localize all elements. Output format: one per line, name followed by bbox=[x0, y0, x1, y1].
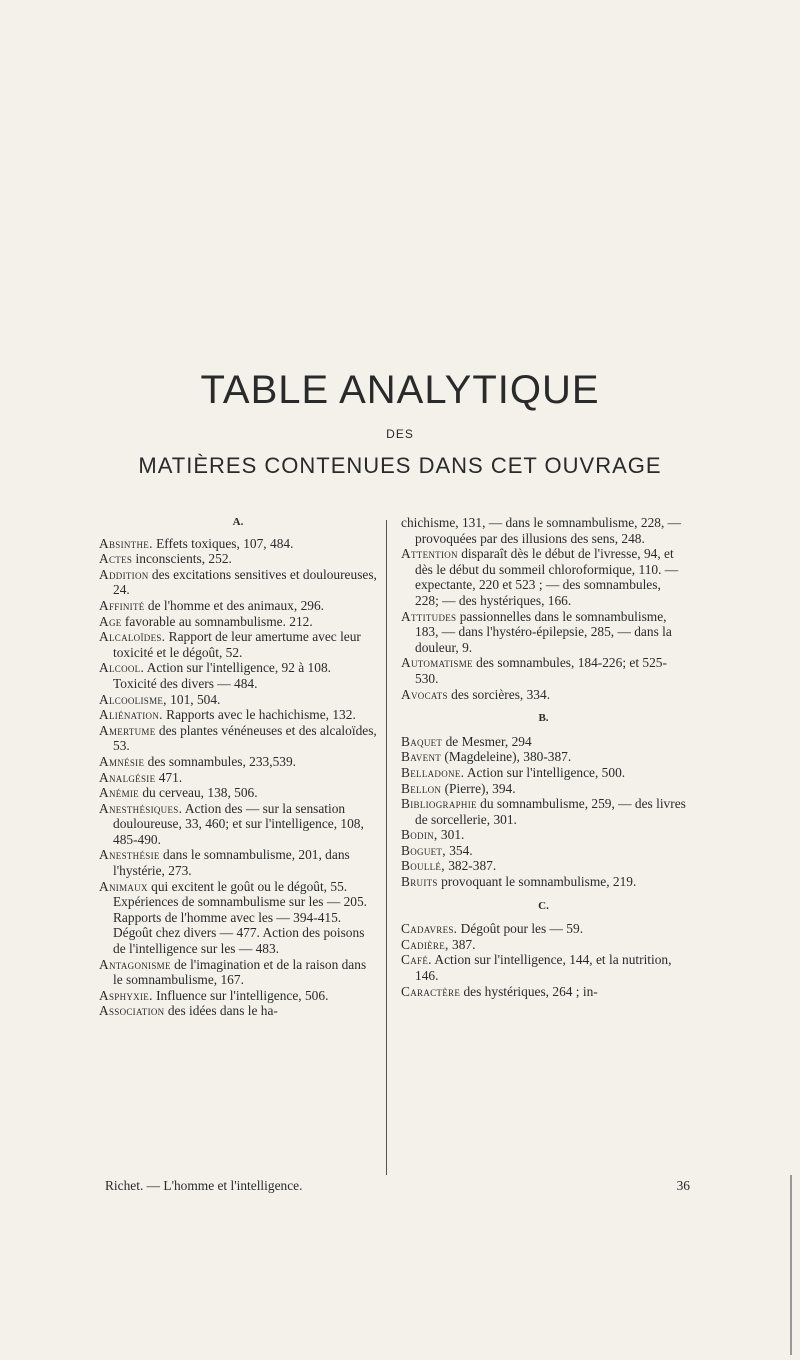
index-term: Anesthésie bbox=[99, 847, 160, 863]
index-entry bbox=[401, 687, 686, 703]
index-term: Attention bbox=[401, 546, 458, 562]
index-entry bbox=[401, 937, 686, 953]
index-term: Bellon bbox=[401, 780, 442, 796]
index-references: du somnambulisme, 259, — des livres de sorcellerie, 301. bbox=[415, 796, 686, 827]
page-number: 36 bbox=[676, 1178, 690, 1193]
index-references: (Magdeleine), 380-387. bbox=[441, 749, 572, 765]
index-references: (Pierre), 394. bbox=[441, 780, 516, 796]
index-references: 382-387. bbox=[444, 858, 497, 874]
index-entry bbox=[99, 801, 377, 848]
index-references: passionnelles dans le somnambulisme, 183, — dans l'hystéro-épilepsie, 285, — dans la douleur, 9. bbox=[415, 608, 672, 655]
index-column-right bbox=[401, 515, 686, 999]
index-references: des somnambules, 184-226; et 525-530. bbox=[415, 655, 667, 686]
index-term: Anémie bbox=[99, 785, 139, 801]
index-term: Amertume bbox=[99, 722, 156, 738]
index-references: de l'imagination et de la raison dans le somnambulisme, 167. bbox=[113, 956, 367, 988]
index-references: des plantes vénéneuses et des alcaloïdes, 53. bbox=[113, 722, 377, 754]
index-entry bbox=[401, 827, 686, 843]
index-entry bbox=[99, 847, 377, 878]
title-connector: DES bbox=[386, 427, 414, 441]
index-term: Café. bbox=[401, 952, 432, 968]
page-title: TABLE ANALYTIQUE bbox=[200, 368, 600, 412]
index-entry bbox=[401, 734, 686, 750]
index-term: Automatisme bbox=[401, 655, 473, 671]
index-references: Rapport de leur amertume avec leur toxicité et le dégoût, 52. bbox=[113, 629, 361, 660]
index-entry bbox=[401, 843, 686, 859]
page-footer bbox=[105, 1178, 690, 1194]
index-term: Antagonisme bbox=[99, 956, 171, 972]
index-entry bbox=[401, 984, 686, 1000]
index-references: dans le somnambulisme, 201, dans l'hystérie, 273. bbox=[113, 847, 350, 879]
index-term: Bruits bbox=[401, 874, 438, 890]
index-references: 354. bbox=[445, 842, 473, 858]
index-term: Absinthe. bbox=[99, 535, 153, 551]
index-entry bbox=[99, 723, 377, 754]
section-letter: B. bbox=[538, 712, 549, 725]
index-references: des sorcières, 334. bbox=[447, 686, 551, 702]
index-entry bbox=[99, 598, 377, 614]
index-entry bbox=[99, 770, 377, 786]
index-term: Cadière, bbox=[401, 936, 449, 952]
index-entry bbox=[99, 754, 377, 770]
column-divider bbox=[386, 520, 387, 1175]
index-entry bbox=[99, 551, 377, 567]
index-references: 301. bbox=[437, 827, 465, 843]
index-term: Alcoolisme, bbox=[99, 691, 167, 707]
index-references: inconscients, 252. bbox=[132, 551, 232, 567]
index-term: Aliénation. bbox=[99, 707, 163, 723]
index-references: Action sur l'intelligence, 144, et la nutrition, 146. bbox=[415, 952, 672, 984]
running-footer: Richet. — L'homme et l'intelligence. bbox=[105, 1178, 303, 1193]
index-entry bbox=[99, 536, 377, 552]
index-references: Dégoût pour les — 59. bbox=[457, 921, 584, 937]
index-entry bbox=[401, 765, 686, 781]
index-term: Baquet bbox=[401, 733, 443, 749]
index-references: des hystériques, 264 ; in- bbox=[460, 983, 598, 999]
index-term: Asphyxie. bbox=[99, 987, 153, 1003]
index-entry bbox=[99, 629, 377, 660]
index-entry bbox=[401, 952, 686, 983]
index-term: Age bbox=[99, 613, 122, 629]
index-references: Action sur l'intelligence, 500. bbox=[464, 764, 626, 780]
index-entry bbox=[99, 692, 377, 708]
index-references: des idées dans le ha- bbox=[164, 1003, 278, 1019]
index-term: Animaux bbox=[99, 878, 148, 894]
index-entry bbox=[99, 1003, 377, 1019]
index-references: provoquant le somnambulisme, 219. bbox=[437, 874, 637, 890]
section-letter: A. bbox=[232, 516, 244, 528]
index-references: du cerveau, 138, 506. bbox=[138, 785, 258, 801]
index-term: Affinité bbox=[99, 597, 145, 613]
index-references: chichisme, 131, — dans le somnambulisme, 228, — provoquées par des illusions des sens, 248. bbox=[401, 515, 682, 546]
index-entry bbox=[401, 609, 686, 656]
index-entry bbox=[401, 781, 686, 797]
section-letter: C. bbox=[538, 899, 549, 912]
index-term: Belladone. bbox=[401, 764, 465, 780]
index-references: qui excitent le goût ou le dégoût, 55. Expériences de somnambulisme sur les — 205. Rapports de l'homme avec les — 394-415. Dégoût chez divers — 477. Action des poisons de l'intelligence sur les — 483. bbox=[113, 878, 367, 957]
index-entry bbox=[401, 921, 686, 937]
index-term: Caractère bbox=[401, 983, 461, 999]
index-entry bbox=[401, 515, 686, 546]
index-entry bbox=[99, 785, 377, 801]
page-subtitle: MATIÈRES CONTENUES DANS CET OUVRAGE bbox=[138, 453, 662, 478]
index-term: Bodin, bbox=[401, 827, 438, 843]
index-term: Association bbox=[99, 1003, 165, 1019]
index-entry bbox=[401, 796, 686, 827]
index-entry bbox=[99, 879, 377, 957]
index-term: Avocats bbox=[401, 686, 448, 702]
index-entry bbox=[99, 988, 377, 1004]
index-term: Boullé, bbox=[401, 858, 445, 874]
index-entry bbox=[99, 957, 377, 988]
index-entry bbox=[401, 874, 686, 890]
index-references: des excitations sensitives et douloureuses, 24. bbox=[113, 566, 377, 598]
index-references: disparaît dès le début de l'ivresse, 94, et dès le début du sommeil chloroformique, 110. — expectante, 220 et 523 ; — des somnambules, 228; — des hystériques, 166. bbox=[415, 546, 679, 608]
index-term: Cadavres. bbox=[401, 921, 458, 937]
index-references: favorable au somnambulisme. 212. bbox=[121, 613, 313, 629]
index-references: 471. bbox=[155, 769, 183, 785]
index-references: de Mesmer, 294 bbox=[442, 733, 532, 749]
index-term: Amnésie bbox=[99, 753, 145, 769]
index-entry bbox=[401, 655, 686, 686]
index-term: Bavent bbox=[401, 749, 442, 765]
index-term: Bibliographie bbox=[401, 796, 477, 812]
index-term: Actes bbox=[99, 551, 133, 567]
scan-edge-mark bbox=[790, 1175, 792, 1355]
index-references: Influence sur l'intelligence, 506. bbox=[152, 987, 329, 1003]
index-references: Action sur l'intelligence, 92 à 108. Toxicité des divers — 484. bbox=[113, 660, 331, 691]
index-references: 387. bbox=[448, 936, 476, 952]
index-entry bbox=[99, 614, 377, 630]
index-references: 101, 504. bbox=[166, 691, 221, 707]
index-term: Boguet, bbox=[401, 842, 446, 858]
index-references: Action des — sur la sensation douloureuse, 33, 460; et sur l'intelligence, 108, 485-490. bbox=[113, 800, 364, 847]
index-references: des somnambules, 233,539. bbox=[144, 753, 297, 769]
index-references: de l'homme et des animaux, 296. bbox=[144, 597, 325, 613]
index-term: Alcaloïdes. bbox=[99, 629, 166, 645]
index-term: Attitudes bbox=[401, 608, 457, 624]
index-entry bbox=[99, 660, 377, 691]
index-references: Effets toxiques, 107, 484. bbox=[152, 535, 294, 551]
index-references: Rapports avec le hachichisme, 132. bbox=[162, 707, 356, 723]
index-entry bbox=[99, 707, 377, 723]
index-entry bbox=[401, 858, 686, 874]
index-term: Analgésie bbox=[99, 769, 156, 785]
index-column-left bbox=[99, 515, 377, 1019]
index-term: Addition bbox=[99, 566, 149, 582]
index-entry bbox=[401, 546, 686, 608]
index-entry bbox=[99, 567, 377, 598]
index-entry bbox=[401, 749, 686, 765]
index-term: Anesthésiques. bbox=[99, 800, 183, 816]
index-term: Alcool. bbox=[99, 660, 145, 676]
